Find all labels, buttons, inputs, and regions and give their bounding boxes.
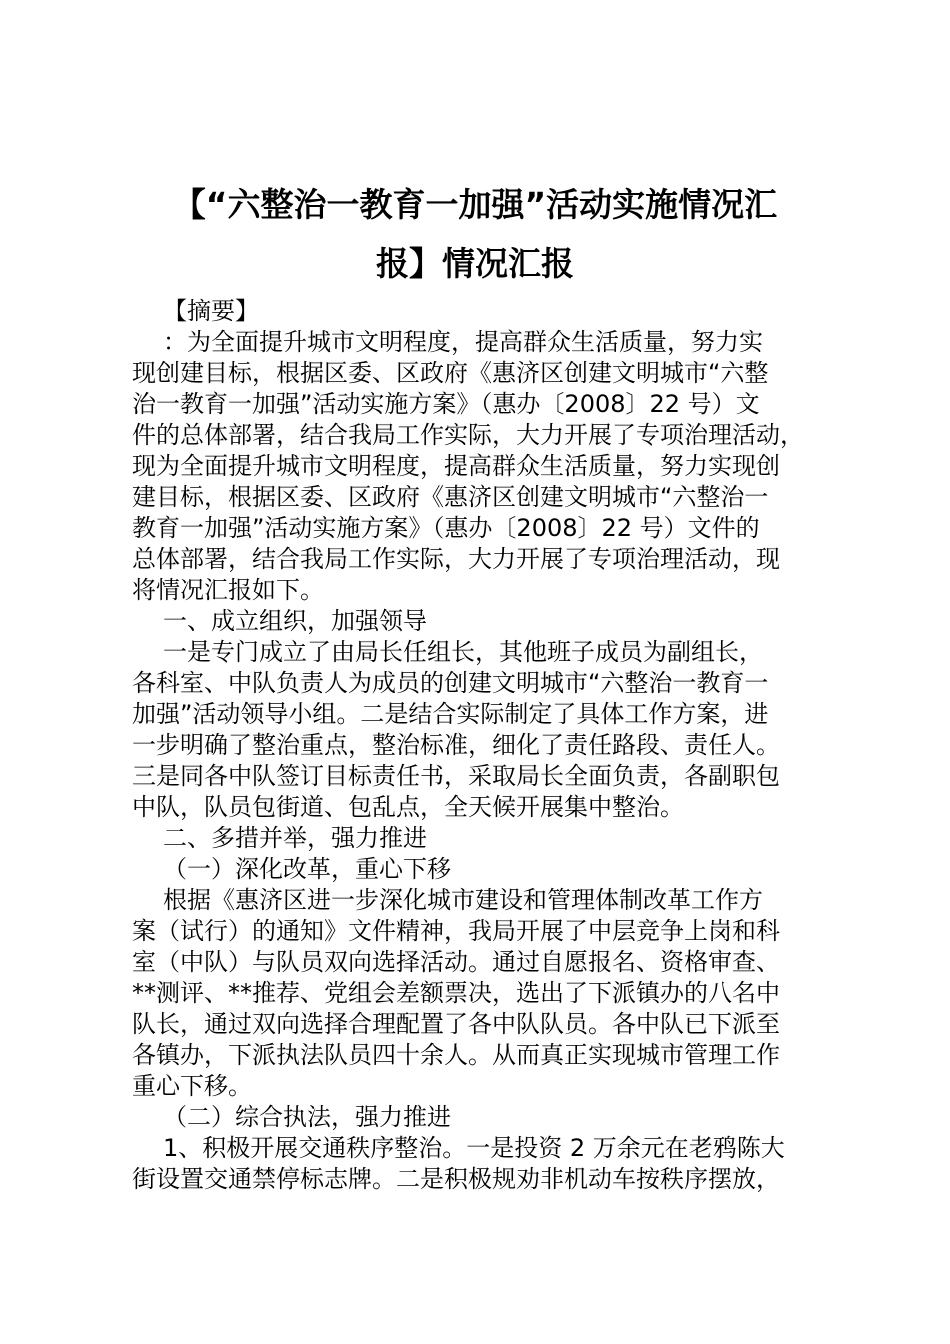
- paragraph-line: 三是同各中队签订目标责任书，采取局长全面负责，各副职包: [132, 762, 780, 790]
- paragraph-line: 一步明确了整治重点，整治标准，细化了责任路段、责任人。: [132, 731, 780, 759]
- paragraph-line: 将情况汇报如下。: [132, 576, 324, 604]
- paragraph-line: ：为全面提升城市文明程度，提高群众生活质量，努力实: [163, 328, 763, 356]
- document-title-line-2: 报】情况汇报: [376, 244, 574, 283]
- paragraph-line: 教育一加强”活动实施方案》（惠办〔2008〕22 号）文件的: [132, 514, 760, 542]
- paragraph-line: 一是专门成立了由局长任组长，其他班子成员为副组长，: [163, 638, 763, 666]
- paragraph-line: 加强”活动领导小组。二是结合实际制定了具体工作方案，进: [132, 700, 769, 728]
- paragraph-line: 中队，队员包街道、包乱点，全天候开展集中整治。: [132, 793, 684, 821]
- section-heading: 二、多措并举，强力推进: [163, 824, 427, 852]
- abstract-heading: 【摘要】: [163, 297, 259, 325]
- paragraph-line: **测评、**推荐、党组会差额票决，选出了下派镇办的八名中: [132, 979, 780, 1007]
- paragraph-line: 1、积极开展交通秩序整治。一是投资 2 万余元在老鸦陈大: [163, 1134, 785, 1162]
- paragraph-line: 现为全面提升城市文明程度，提高群众生活质量，努力实现创: [132, 452, 780, 480]
- paragraph-line: 根据《惠济区进一步深化城市建设和管理体制改革工作方: [163, 886, 763, 914]
- paragraph-line: 治一教育一加强”活动实施方案》（惠办〔2008〕22 号）文: [132, 390, 760, 418]
- section-heading: 一、成立组织，加强领导: [163, 607, 427, 635]
- subsection-heading: （一）深化改革，重心下移: [163, 855, 451, 883]
- paragraph-line: 队长，通过双向选择合理配置了各中队队员。各中队已下派至: [132, 1010, 780, 1038]
- paragraph-line: 各镇办，下派执法队员四十余人。从而真正实现城市管理工作: [132, 1041, 780, 1069]
- paragraph-line: 室（中队）与队员双向选择活动。通过自愿报名、资格审查、: [132, 948, 780, 976]
- paragraph-line: 总体部署，结合我局工作实际，大力开展了专项治理活动，现: [132, 545, 780, 573]
- paragraph-line: 重心下移。: [132, 1072, 252, 1100]
- paragraph-line: 各科室、中队负责人为成员的创建文明城市“六整治一教育一: [132, 669, 769, 697]
- subsection-heading: （二）综合执法，强力推进: [163, 1103, 451, 1131]
- paragraph-line: 件的总体部署，结合我局工作实际，大力开展了专项治理活动，: [132, 421, 804, 449]
- paragraph-line: 现创建目标，根据区委、区政府《惠济区创建文明城市“六整: [132, 359, 769, 387]
- paragraph-line: 建目标，根据区委、区政府《惠济区创建文明城市“六整治一: [132, 483, 769, 511]
- paragraph-line: 街设置交通禁停标志牌。二是积极规劝非机动车按秩序摆放，: [132, 1165, 780, 1193]
- document-title-line-1: 【“六整治一教育一加强”活动实施情况汇: [172, 185, 778, 224]
- paragraph-line: 案（试行）的通知》文件精神，我局开展了中层竞争上岗和科: [132, 917, 780, 945]
